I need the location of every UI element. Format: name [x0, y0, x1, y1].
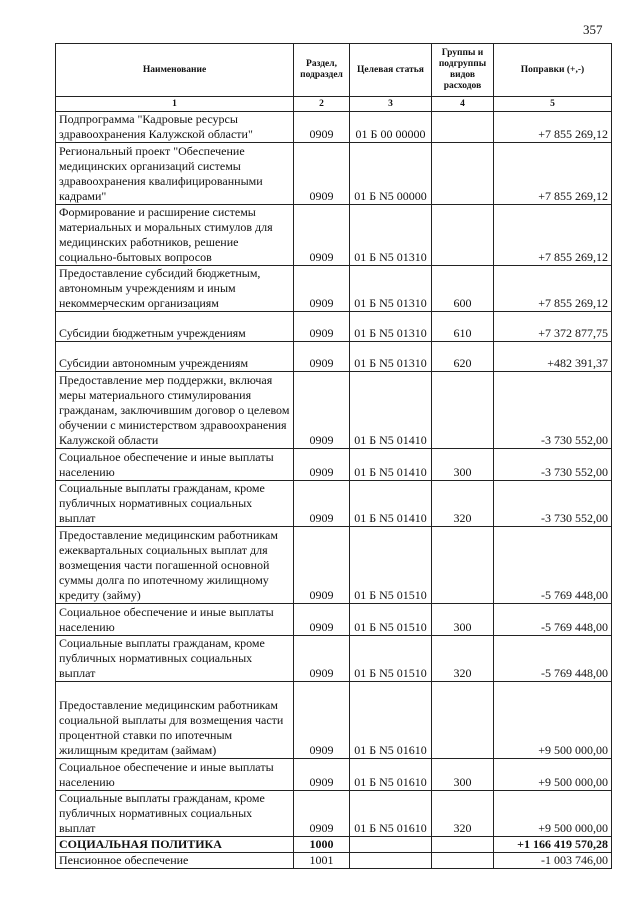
- header-target-article: Целевая статья: [350, 44, 432, 97]
- row-expense-group: 600: [432, 266, 494, 312]
- row-expense-group: [432, 205, 494, 266]
- column-number: 1: [56, 97, 294, 112]
- column-number: 2: [294, 97, 350, 112]
- row-expense-group: 300: [432, 604, 494, 636]
- row-name: Региональный проект "Обеспечение медицинских организаций системы здравоохранения квалифицированными кадрами": [56, 143, 294, 205]
- row-amount: -3 730 552,00: [494, 372, 612, 449]
- row-target-article: 01 Б N5 01510: [350, 527, 432, 604]
- row-target-article: 01 Б N5 01310: [350, 342, 432, 372]
- table-row: [56, 604, 612, 636]
- row-target-article: 01 Б N5 01410: [350, 481, 432, 527]
- row-section: 0909: [294, 342, 350, 372]
- row-section: 0909: [294, 266, 350, 312]
- row-target-article: 01 Б N5 00000: [350, 143, 432, 205]
- row-amount: -5 769 448,00: [494, 527, 612, 604]
- row-name: Субсидии бюджетным учреждениям: [56, 312, 294, 342]
- row-section: 0909: [294, 205, 350, 266]
- row-section: 0909: [294, 112, 350, 143]
- row-target-article: [350, 837, 432, 853]
- table-row: [56, 449, 612, 481]
- row-expense-group: [432, 837, 494, 853]
- row-expense-group: 610: [432, 312, 494, 342]
- table-row: [56, 112, 612, 143]
- row-name: Социальное обеспечение и иные выплаты населению: [56, 449, 294, 481]
- row-target-article: 01 Б N5 01610: [350, 791, 432, 837]
- row-name: СОЦИАЛЬНАЯ ПОЛИТИКА: [56, 837, 294, 853]
- header-name: Наименование: [56, 44, 294, 97]
- row-target-article: 01 Б N5 01610: [350, 759, 432, 791]
- header-amendments: Поправки (+,-): [494, 44, 612, 97]
- row-amount: -3 730 552,00: [494, 449, 612, 481]
- row-expense-group: [432, 682, 494, 759]
- table-row: [56, 853, 612, 869]
- row-expense-group: 320: [432, 791, 494, 837]
- table-row: [56, 527, 612, 604]
- column-number: 5: [494, 97, 612, 112]
- row-expense-group: 320: [432, 636, 494, 682]
- row-name: Пенсионное обеспечение: [56, 853, 294, 869]
- row-expense-group: [432, 143, 494, 205]
- row-name: Предоставление мер поддержки, включая меры материального стимулирования гражданам, заключившим договор о целевом обучении с министерством здравоохранения Калужской области: [56, 372, 294, 449]
- row-section: 1001: [294, 853, 350, 869]
- row-name: Предоставление медицинским работникам социальной выплаты для возмещения части процентной ставки по ипотечным жилищным кредитам (займам): [56, 682, 294, 759]
- row-expense-group: [432, 372, 494, 449]
- table-row: [56, 266, 612, 312]
- row-target-article: 01 Б N5 01310: [350, 205, 432, 266]
- table-row: [56, 481, 612, 527]
- row-section: 0909: [294, 527, 350, 604]
- row-section: 0909: [294, 759, 350, 791]
- row-amount: +7 855 269,12: [494, 266, 612, 312]
- table-row: [56, 312, 612, 342]
- row-amount: +9 500 000,00: [494, 759, 612, 791]
- row-name: Социальные выплаты гражданам, кроме публичных нормативных социальных выплат: [56, 791, 294, 837]
- row-section: 0909: [294, 143, 350, 205]
- row-expense-group: 300: [432, 449, 494, 481]
- table-row-section-total: [56, 837, 612, 853]
- row-amount: +9 500 000,00: [494, 682, 612, 759]
- row-section: 0909: [294, 604, 350, 636]
- column-number-row: [56, 97, 612, 112]
- row-amount: +9 500 000,00: [494, 791, 612, 837]
- table-row: [56, 342, 612, 372]
- row-target-article: 01 Б N5 01510: [350, 636, 432, 682]
- table-row: [56, 636, 612, 682]
- row-section: 1000: [294, 837, 350, 853]
- table-row: [56, 791, 612, 837]
- row-name: Социальное обеспечение и иные выплаты населению: [56, 604, 294, 636]
- row-amount: -3 730 552,00: [494, 481, 612, 527]
- row-section: 0909: [294, 682, 350, 759]
- row-amount: +7 855 269,12: [494, 112, 612, 143]
- row-target-article: 01 Б N5 01410: [350, 372, 432, 449]
- row-expense-group: 620: [432, 342, 494, 372]
- column-number: 3: [350, 97, 432, 112]
- row-name: Формирование и расширение системы материальных и моральных стимулов для медицинских работников, решение социально-бытовых вопросов: [56, 205, 294, 266]
- row-target-article: 01 Б 00 00000: [350, 112, 432, 143]
- row-name: Предоставление медицинским работникам ежеквартальных социальных выплат для возмещения части погашенной основной суммы долга по ипотечному жилищному кредиту (займу): [56, 527, 294, 604]
- row-expense-group: [432, 527, 494, 604]
- row-name: Предоставление субсидий бюджетным, автономным учреждениям и иным некоммерческим организациям: [56, 266, 294, 312]
- header-expense-groups: Группы и подгруппы видов расходов: [432, 44, 494, 97]
- table-row: [56, 759, 612, 791]
- row-name: Социальное обеспечение и иные выплаты населению: [56, 759, 294, 791]
- table-row: [56, 143, 612, 205]
- row-target-article: [350, 853, 432, 869]
- row-target-article: 01 Б N5 01310: [350, 312, 432, 342]
- row-expense-group: [432, 112, 494, 143]
- table-header-row: [56, 44, 612, 97]
- row-name: Субсидии автономным учреждениям: [56, 342, 294, 372]
- row-section: 0909: [294, 791, 350, 837]
- row-expense-group: 320: [432, 481, 494, 527]
- row-name: Социальные выплаты гражданам, кроме публичных нормативных социальных выплат: [56, 636, 294, 682]
- row-section: 0909: [294, 481, 350, 527]
- row-section: 0909: [294, 636, 350, 682]
- row-amount: -5 769 448,00: [494, 636, 612, 682]
- row-section: 0909: [294, 312, 350, 342]
- budget-amendments-table: [55, 43, 612, 869]
- table-row: [56, 682, 612, 759]
- table-row: [56, 205, 612, 266]
- table-row: [56, 372, 612, 449]
- row-section: 0909: [294, 449, 350, 481]
- row-amount: +7 855 269,12: [494, 143, 612, 205]
- row-target-article: 01 Б N5 01310: [350, 266, 432, 312]
- row-amount: +7 372 877,75: [494, 312, 612, 342]
- column-number: 4: [432, 97, 494, 112]
- row-target-article: 01 Б N5 01410: [350, 449, 432, 481]
- row-name: Социальные выплаты гражданам, кроме публичных нормативных социальных выплат: [56, 481, 294, 527]
- page-number: 357: [583, 22, 603, 37]
- row-amount: -1 003 746,00: [494, 853, 612, 869]
- row-amount: +7 855 269,12: [494, 205, 612, 266]
- row-amount: +1 166 419 570,28: [494, 837, 612, 853]
- row-amount: +482 391,37: [494, 342, 612, 372]
- header-section: Раздел, подраздел: [294, 44, 350, 97]
- row-amount: -5 769 448,00: [494, 604, 612, 636]
- row-section: 0909: [294, 372, 350, 449]
- row-target-article: 01 Б N5 01610: [350, 682, 432, 759]
- row-name: Подпрограмма "Кадровые ресурсы здравоохранения Калужской области": [56, 112, 294, 143]
- row-expense-group: 300: [432, 759, 494, 791]
- row-target-article: 01 Б N5 01510: [350, 604, 432, 636]
- row-expense-group: [432, 853, 494, 869]
